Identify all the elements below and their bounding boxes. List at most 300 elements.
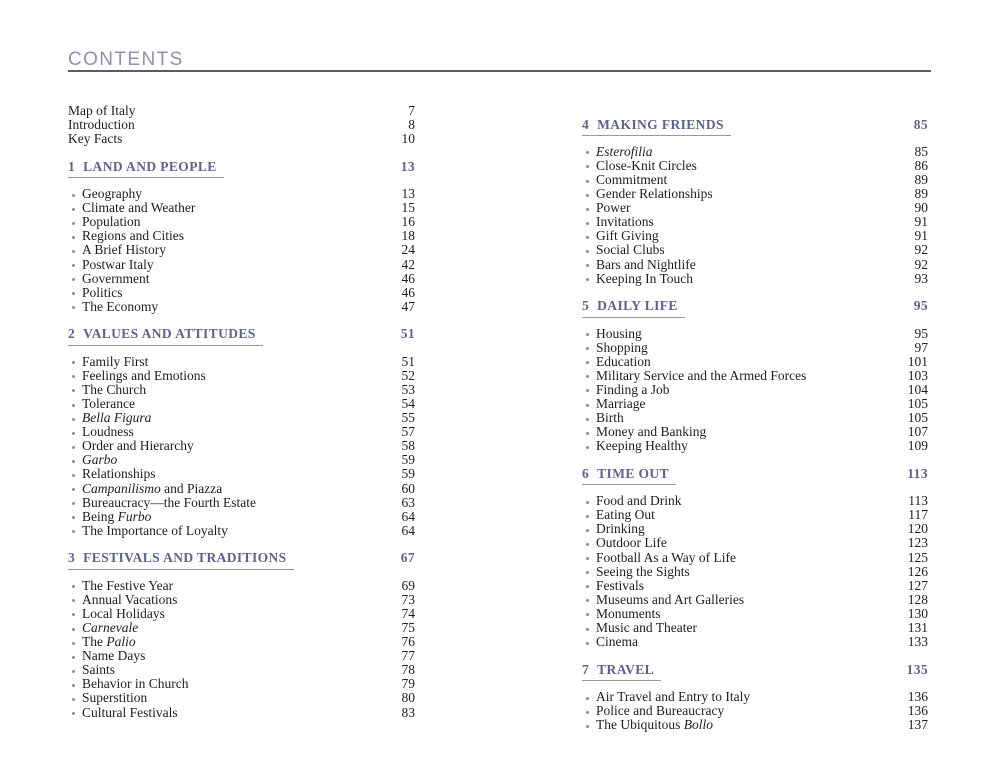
- toc-section: [582, 299, 928, 453]
- chapter-title: FESTIVALS AND TRADITIONS: [83, 550, 287, 566]
- entry-label: [596, 355, 908, 369]
- bullet-dot: [72, 585, 75, 588]
- entry-page-number: 53: [401, 381, 415, 397]
- entry-page-number: 42: [401, 256, 415, 272]
- toc-entry: [582, 551, 928, 565]
- chapter-number: 3: [68, 550, 76, 566]
- entry-page-number: 24: [401, 242, 415, 258]
- section-heading-text: [68, 551, 294, 570]
- toc-entry: [582, 159, 928, 173]
- chapter-page-number: 85: [913, 116, 928, 132]
- bullet-dot: [72, 404, 75, 407]
- bullet-dot: [586, 446, 589, 449]
- bullet-icon: [582, 626, 596, 631]
- bullet-dot: [586, 543, 589, 546]
- bullet-dot: [72, 389, 75, 392]
- entry-label-part: Regions and Cities: [82, 228, 184, 244]
- entry-label: [596, 159, 915, 173]
- chapter-number: 1: [68, 158, 76, 174]
- entry-label: [82, 691, 402, 705]
- entry-page-number: 79: [401, 676, 415, 692]
- bullet-dot: [586, 628, 589, 631]
- entry-label-part: The Church: [82, 381, 147, 397]
- entry-label: [596, 215, 915, 229]
- entry-label: [82, 706, 402, 720]
- entry-page-number: 46: [401, 284, 415, 300]
- bullet-icon: [582, 220, 596, 225]
- entry-label-part: Birth: [596, 410, 624, 426]
- entry-label: [82, 272, 402, 286]
- entry-label-part: Postwar Italy: [82, 256, 154, 272]
- entry-page-number: 137: [907, 717, 928, 733]
- toc-entry: [68, 524, 415, 538]
- entry-label-part: Local Holidays: [82, 605, 165, 621]
- entry-label-part: Money and Banking: [596, 424, 707, 440]
- toc-entry: [582, 508, 928, 522]
- bullet-icon: [68, 359, 82, 364]
- entry-page-number: 104: [907, 381, 928, 397]
- entry-label: [596, 704, 908, 718]
- entry-page-number: 54: [401, 396, 415, 411]
- entry-label-part: Marriage: [596, 396, 646, 411]
- toc-entry: [582, 635, 928, 649]
- section-heading: [68, 160, 415, 175]
- toc-section: [582, 118, 928, 286]
- toc-entry: [582, 607, 928, 621]
- entry-page-number: 127: [907, 577, 928, 593]
- entry-label: [596, 369, 908, 383]
- bullet-dot: [586, 236, 589, 239]
- toc-entry: [68, 300, 415, 314]
- bullet-icon: [68, 668, 82, 673]
- entry-page-number: 7: [408, 103, 415, 118]
- section-heading: [582, 118, 928, 133]
- section-heading: [68, 551, 415, 566]
- entry-label: [596, 341, 915, 355]
- entry-label-part: Keeping Healthy: [596, 438, 688, 454]
- entry-label: [596, 635, 908, 649]
- bullet-icon: [582, 149, 596, 154]
- chapter-title: TRAVEL: [597, 661, 655, 677]
- entry-label: [596, 536, 908, 550]
- entry-label-part: Annual Vacations: [82, 591, 178, 607]
- front-matter-entry: [68, 118, 415, 132]
- bullet-icon: [582, 331, 596, 336]
- entry-page-number: 120: [907, 521, 928, 537]
- entry-label: [82, 229, 402, 243]
- chapter-number: 2: [68, 326, 76, 342]
- entry-label-part: Museums and Art Galleries: [596, 591, 745, 607]
- toc-entry: [582, 579, 928, 593]
- entry-label-part: Bars and Nightlife: [596, 256, 696, 272]
- entry-label: [68, 132, 402, 146]
- entry-page-number: 69: [401, 577, 415, 593]
- section-heading-text: [582, 467, 676, 486]
- entry-page-number: 103: [907, 367, 928, 383]
- entry-label-part: Outdoor Life: [596, 535, 667, 551]
- entry-label-part: Loudness: [82, 424, 134, 440]
- bullet-dot: [586, 222, 589, 225]
- bullet-icon: [582, 206, 596, 211]
- entry-page-number: 92: [914, 242, 928, 258]
- entry-page-number: 51: [401, 353, 415, 369]
- entry-page-number: 109: [907, 438, 928, 454]
- entry-label: [596, 522, 908, 536]
- entry-label-part: Monuments: [596, 605, 661, 621]
- toc-entry: [582, 355, 928, 369]
- entry-label: [82, 300, 402, 314]
- bullet-dot: [72, 488, 75, 491]
- bullet-icon: [582, 555, 596, 560]
- bullet-icon: [68, 458, 82, 463]
- bullet-icon: [68, 640, 82, 645]
- entry-label-part: Behavior in Church: [82, 676, 189, 692]
- entry-label: [596, 439, 908, 453]
- bullet-icon: [68, 654, 82, 659]
- entry-label: [596, 593, 908, 607]
- toc-entry: [68, 453, 415, 467]
- entry-label-part: Close-Knit Circles: [596, 157, 697, 173]
- toc-entry: [68, 355, 415, 369]
- toc-entry: [68, 467, 415, 481]
- bullet-icon: [582, 402, 596, 407]
- bullet-dot: [586, 180, 589, 183]
- bullet-icon: [582, 234, 596, 239]
- entry-label-italic-part: Palio: [106, 634, 136, 650]
- entry-label: [596, 327, 915, 341]
- entry-page-number: 76: [401, 634, 415, 650]
- entry-page-number: 47: [401, 298, 415, 314]
- bullet-dot: [586, 151, 589, 154]
- bullet-dot: [72, 613, 75, 616]
- bullet-icon: [582, 178, 596, 183]
- bullet-icon: [68, 626, 82, 631]
- toc-entry: [68, 425, 415, 439]
- bullet-dot: [586, 250, 589, 253]
- chapter-title: LAND AND PEOPLE: [83, 158, 217, 174]
- entry-page-number: 18: [401, 228, 415, 244]
- toc-entry: [68, 496, 415, 510]
- toc-entry: [68, 579, 415, 593]
- bullet-dot: [586, 278, 589, 281]
- entry-label: [82, 510, 402, 524]
- toc-entry: [582, 411, 928, 425]
- bullet-dot: [586, 264, 589, 267]
- entry-label: [596, 201, 915, 215]
- toc-section: [68, 327, 415, 538]
- entry-label-part: Invitations: [596, 214, 654, 230]
- bullet-dot: [72, 208, 75, 211]
- entry-label: [596, 243, 915, 257]
- entry-label-part: Cinema: [596, 634, 638, 650]
- entry-page-number: 101: [907, 353, 928, 369]
- entry-page-number: 89: [914, 186, 928, 202]
- entry-page-number: 128: [907, 591, 928, 607]
- entry-page-number: 63: [401, 494, 415, 510]
- bullet-dot: [586, 697, 589, 700]
- bullet-icon: [582, 387, 596, 392]
- chapter-page-number: 51: [400, 326, 415, 342]
- entry-page-number: 126: [907, 563, 928, 579]
- entry-label-part: Climate and Weather: [82, 200, 196, 216]
- toc-entry: [582, 439, 928, 453]
- toc-entry: [582, 369, 928, 383]
- entry-page-number: 90: [914, 200, 928, 216]
- toc-section: [582, 663, 928, 733]
- toc-entry: [582, 243, 928, 257]
- bullet-dot: [72, 670, 75, 673]
- entry-label-part: Introduction: [68, 117, 135, 133]
- bullet-icon: [582, 583, 596, 588]
- toc-entry: [582, 704, 928, 718]
- toc-entry: [582, 187, 928, 201]
- entry-page-number: 92: [914, 256, 928, 272]
- entry-page-number: 73: [401, 591, 415, 607]
- entry-page-number: 86: [914, 157, 928, 173]
- entry-label: [82, 369, 402, 383]
- chapter-number: 4: [582, 116, 590, 132]
- entry-label-part: Commitment: [596, 171, 668, 187]
- entry-page-number: 133: [907, 634, 928, 650]
- entry-label-part: Government: [82, 270, 150, 286]
- bullet-icon: [582, 192, 596, 197]
- entry-label-part: Military Service and the Armed Forces: [596, 367, 807, 383]
- bullet-dot: [72, 530, 75, 533]
- entry-label-part: Shopping: [596, 339, 648, 355]
- chapter-page-number: 135: [906, 661, 928, 677]
- entry-label: [82, 496, 402, 510]
- entry-label: [82, 635, 402, 649]
- entry-label-part: Housing: [596, 325, 642, 341]
- toc-entry: [582, 272, 928, 286]
- bullet-icon: [68, 696, 82, 701]
- bullet-dot: [72, 278, 75, 281]
- header-rule: [68, 70, 931, 72]
- bullet-dot: [586, 389, 589, 392]
- entry-label: [82, 649, 402, 663]
- toc-entry: [582, 718, 928, 732]
- bullet-dot: [72, 698, 75, 701]
- toc-entry: [68, 439, 415, 453]
- bullet-icon: [68, 402, 82, 407]
- bullet-icon: [68, 500, 82, 505]
- bullet-dot: [72, 292, 75, 295]
- bullet-icon: [68, 290, 82, 295]
- entry-label: [82, 187, 402, 201]
- bullet-icon: [68, 234, 82, 239]
- bullet-icon: [68, 276, 82, 281]
- toc-entry: [582, 229, 928, 243]
- entry-label: [82, 201, 402, 215]
- section-heading: [582, 467, 928, 482]
- toc-entry: [68, 510, 415, 524]
- entry-page-number: 93: [914, 270, 928, 286]
- bullet-dot: [586, 333, 589, 336]
- chapter-title: TIME OUT: [597, 465, 669, 481]
- bullet-dot: [586, 347, 589, 350]
- entry-label: [596, 173, 915, 187]
- entry-label-part: The Ubiquitous: [596, 717, 684, 733]
- front-matter-entry: [68, 132, 415, 146]
- bullet-dot: [72, 656, 75, 659]
- chapter-page-number: 113: [907, 465, 928, 481]
- bullet-icon: [68, 486, 82, 491]
- toc-entry: [68, 215, 415, 229]
- entry-label: [596, 411, 908, 425]
- bullet-icon: [582, 597, 596, 602]
- bullet-icon: [582, 640, 596, 645]
- entry-label: [596, 718, 908, 732]
- entry-page-number: 80: [401, 690, 415, 706]
- entry-page-number: 136: [907, 689, 928, 704]
- chapter-page-number: 95: [913, 298, 928, 314]
- entry-label-part: Cultural Festivals: [82, 704, 178, 720]
- entry-label-part: Tolerance: [82, 396, 136, 411]
- bullet-dot: [586, 642, 589, 645]
- toc-column-left: [68, 104, 415, 720]
- entry-label: [596, 494, 908, 508]
- toc-section: [68, 551, 415, 719]
- bullet-icon: [68, 416, 82, 421]
- toc-section: [582, 467, 928, 649]
- entry-label: [596, 145, 915, 159]
- toc-entry: [68, 677, 415, 691]
- bullet-icon: [582, 262, 596, 267]
- bullet-dot: [72, 502, 75, 505]
- chapter-number: 6: [582, 465, 590, 481]
- entry-label-part: Population: [82, 214, 141, 230]
- toc-entry: [582, 621, 928, 635]
- entry-page-number: 89: [914, 171, 928, 187]
- entry-label: [82, 397, 402, 411]
- entry-label-italic-part: Bella Figura: [82, 410, 152, 426]
- bullet-dot: [72, 628, 75, 631]
- toc-entry: [582, 145, 928, 159]
- entry-label: [596, 621, 908, 635]
- entry-label-part: Social Clubs: [596, 242, 665, 258]
- entry-label-part: Football As a Way of Life: [596, 549, 737, 565]
- section-heading-text: [68, 327, 263, 346]
- bullet-icon: [582, 723, 596, 728]
- toc-entry: [68, 397, 415, 411]
- toc-entry: [68, 593, 415, 607]
- chapter-title: DAILY LIFE: [597, 298, 678, 314]
- entry-label-italic-part: Furbo: [117, 508, 152, 524]
- entry-page-number: 59: [401, 452, 415, 468]
- entry-page-number: 77: [401, 648, 415, 664]
- entry-label-part: Keeping In Touch: [596, 270, 694, 286]
- entry-label-part: Superstition: [82, 690, 148, 706]
- entry-page-number: 55: [401, 410, 415, 426]
- toc-entry: [582, 536, 928, 550]
- bullet-icon: [582, 527, 596, 532]
- bullet-dot: [72, 194, 75, 197]
- toc-entry: [68, 691, 415, 705]
- toc-entry: [68, 187, 415, 201]
- toc-section: [68, 160, 415, 314]
- bullet-dot: [72, 446, 75, 449]
- entry-page-number: 60: [401, 480, 415, 496]
- entry-label: [82, 579, 402, 593]
- section-heading-text: [582, 299, 685, 318]
- toc-entry: [68, 607, 415, 621]
- entry-label-part: Relationships: [82, 466, 156, 482]
- bullet-icon: [68, 682, 82, 687]
- bullet-dot: [72, 516, 75, 519]
- bullet-dot: [586, 557, 589, 560]
- bullet-dot: [586, 165, 589, 168]
- entry-label: [596, 579, 908, 593]
- entry-label: [82, 411, 402, 425]
- entry-label: [82, 355, 402, 369]
- entry-label-part: Drinking: [596, 521, 645, 537]
- toc-entry: [582, 383, 928, 397]
- entry-page-number: 91: [914, 228, 928, 244]
- entry-page-number: 64: [401, 508, 415, 524]
- entry-label: [596, 397, 908, 411]
- entry-label-part: Key Facts: [68, 131, 123, 147]
- bullet-dot: [72, 250, 75, 253]
- bullet-dot: [72, 474, 75, 477]
- bullet-icon: [68, 472, 82, 477]
- page-title: CONTENTS: [68, 49, 184, 70]
- bullet-dot: [586, 375, 589, 378]
- entry-label: [596, 187, 915, 201]
- chapter-page-number: 13: [400, 158, 415, 174]
- chapter-page-number: 67: [400, 550, 415, 566]
- bullet-dot: [586, 711, 589, 714]
- toc-entry: [582, 397, 928, 411]
- bullet-icon: [68, 583, 82, 588]
- entry-label-italic-part: Campanilismo: [82, 480, 161, 496]
- bullet-icon: [68, 710, 82, 715]
- toc-entry: [68, 243, 415, 257]
- bullet-icon: [582, 709, 596, 714]
- entry-label: [596, 383, 908, 397]
- entry-label-part: Geography: [82, 186, 142, 202]
- bullet-dot: [72, 375, 75, 378]
- bullet-icon: [68, 304, 82, 309]
- entry-label-italic-part: Garbo: [82, 452, 118, 468]
- entry-label: [596, 690, 908, 704]
- entry-label-italic-part: Carnevale: [82, 620, 139, 636]
- entry-label: [82, 621, 402, 635]
- entry-page-number: 15: [401, 200, 415, 216]
- entry-label-part: Music and Theater: [596, 620, 697, 636]
- bullet-icon: [582, 611, 596, 616]
- entry-page-number: 8: [408, 117, 415, 133]
- chapter-number: 5: [582, 298, 590, 314]
- entry-page-number: 97: [914, 339, 928, 355]
- toc-entry: [68, 663, 415, 677]
- bullet-icon: [68, 514, 82, 519]
- entry-label-part: Bureaucracy—the Fourth Estate: [82, 494, 256, 510]
- bullet-icon: [68, 192, 82, 197]
- bullet-dot: [586, 418, 589, 421]
- bullet-icon: [582, 276, 596, 281]
- entry-page-number: 125: [907, 549, 928, 565]
- entry-label-part: The Festive Year: [82, 577, 174, 593]
- entry-label-part: The: [82, 634, 107, 650]
- bullet-dot: [586, 599, 589, 602]
- entry-label-part: Food and Drink: [596, 493, 682, 509]
- toc-entry: [582, 341, 928, 355]
- section-heading-text: [68, 160, 224, 179]
- section-heading: [68, 327, 415, 342]
- bullet-icon: [582, 430, 596, 435]
- toc-entry: [582, 215, 928, 229]
- toc-entry: [68, 411, 415, 425]
